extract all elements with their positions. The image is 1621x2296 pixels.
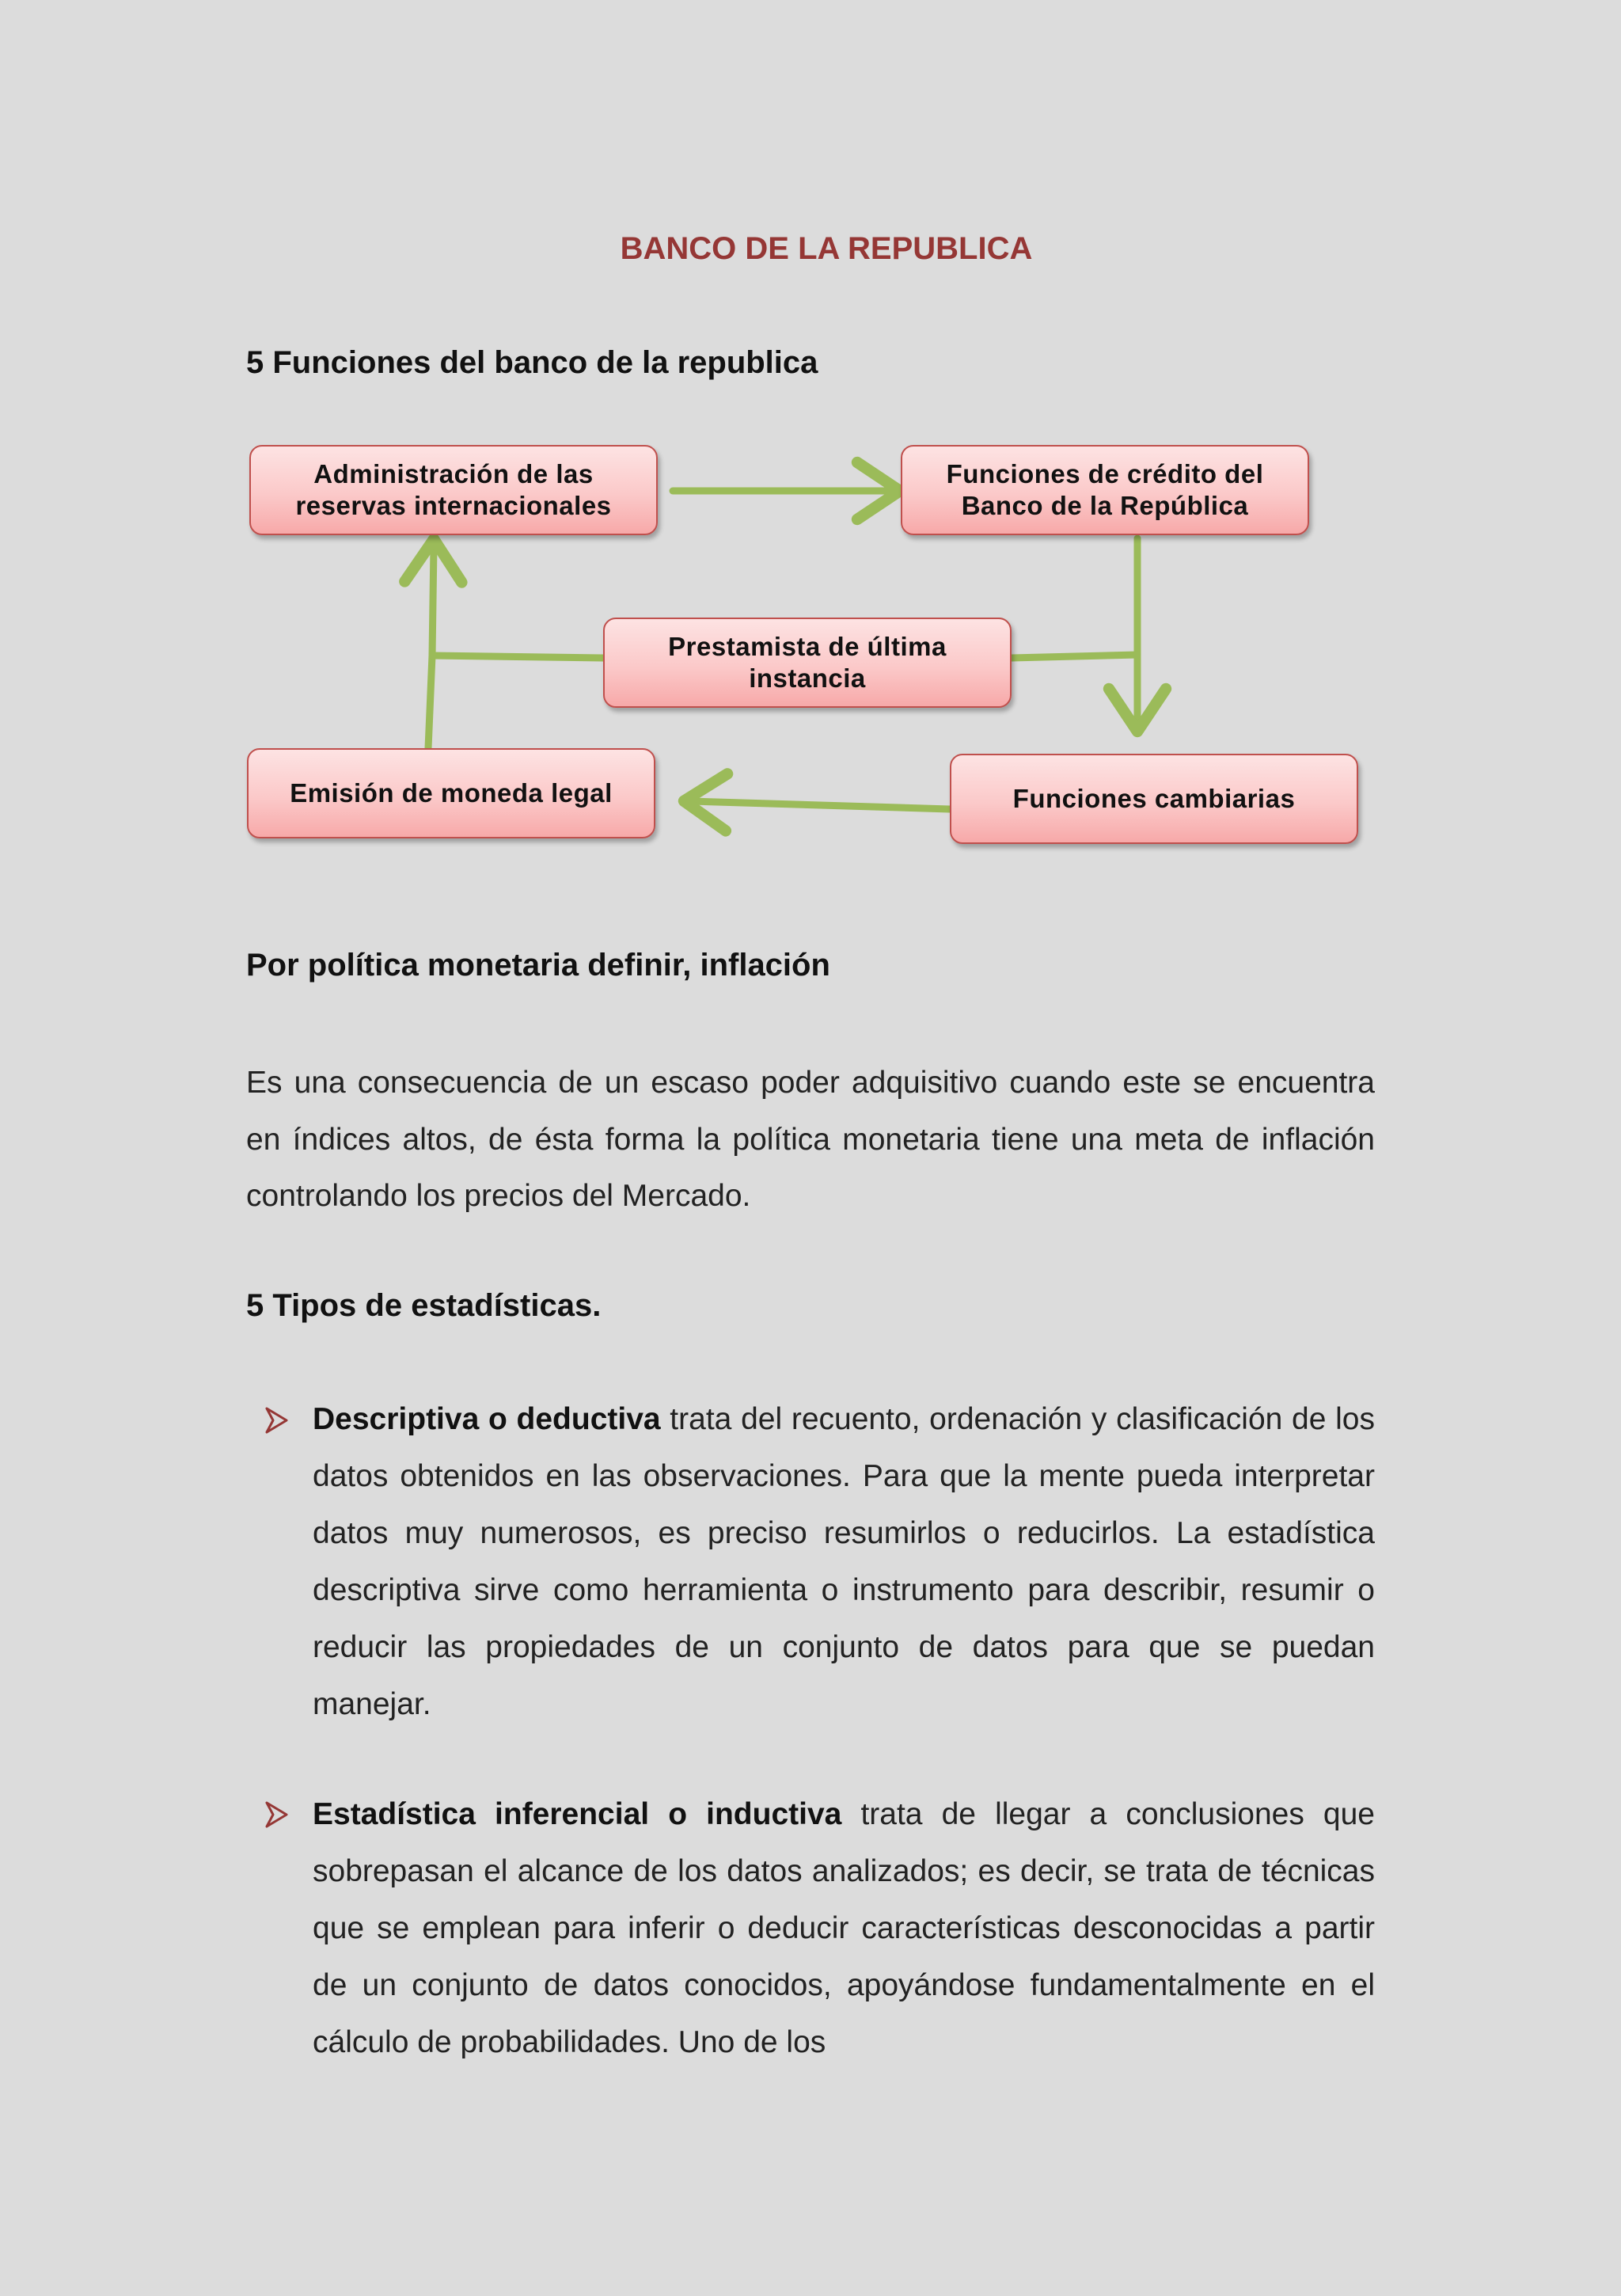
node-cambiarias: Funciones cambiarias [950,754,1358,844]
arrow-cambiarias-to-emision [691,801,950,809]
paragraph-inflacion: Es una consecuencia de un escaso poder adquisitivo cuando este se encuentra en índices altos, de ésta forma la política monetaria tiene una meta de inflación controlando los precios del Mercado. [246,1066,1375,1213]
connector-emision-up [428,656,432,748]
arrow-to-reservas [432,546,434,656]
description-descriptiva: trata del recuento, ordenación y clasificación de los datos obtenidos en las observaciones. Para que la mente pueda interpretar datos muy numerosos, es preciso resumirlos o reducirlos. La estadística descriptiva sirve como herramienta o instrumento para describir, resumir o reducir las propiedades de un conjunto de datos para que se puedan manejar. [313,1402,1375,1721]
section-heading-politica: Por política monetaria definir, inflación [246,948,830,983]
section-heading-funciones: 5 Funciones del banco de la republica [246,345,818,380]
list-item-descriptiva [313,1391,1375,1733]
node-prestamista: Prestamista de última instancia [603,618,1012,708]
diagram-connectors [0,0,1621,910]
connector-prestamista-right [1012,655,1137,658]
node-emision: Emisión de moneda legal [247,748,655,838]
node-reservas: Administración de las reservas internacionales [249,445,658,535]
functions-diagram [0,0,1621,910]
list-item-inferencial [313,1786,1375,2071]
term-descriptiva: Descriptiva o deductiva [313,1402,661,1436]
arrow-bullet-icon [264,1800,290,1829]
node-credito: Funciones de crédito del Banco de la República [901,445,1309,535]
arrow-bullet-icon [264,1406,290,1435]
page-title: BANCO DE LA REPUBLICA [620,231,1033,266]
description-inferencial: trata de llegar a conclusiones que sobrepasan el alcance de los datos analizados; es decir, se trata de técnicas que se emplean para inferir o deducir características desconocidas a partir de un conjunto de datos conocidos, apoyándose fundamentalmente en el cálculo de probabilidades. Uno de los [313,1797,1375,2059]
section-heading-estadisticas: 5 Tipos de estadísticas. [246,1288,602,1323]
connector-prestamista-left [432,656,603,658]
term-inferencial: Estadística inferencial o inductiva [313,1797,842,1831]
